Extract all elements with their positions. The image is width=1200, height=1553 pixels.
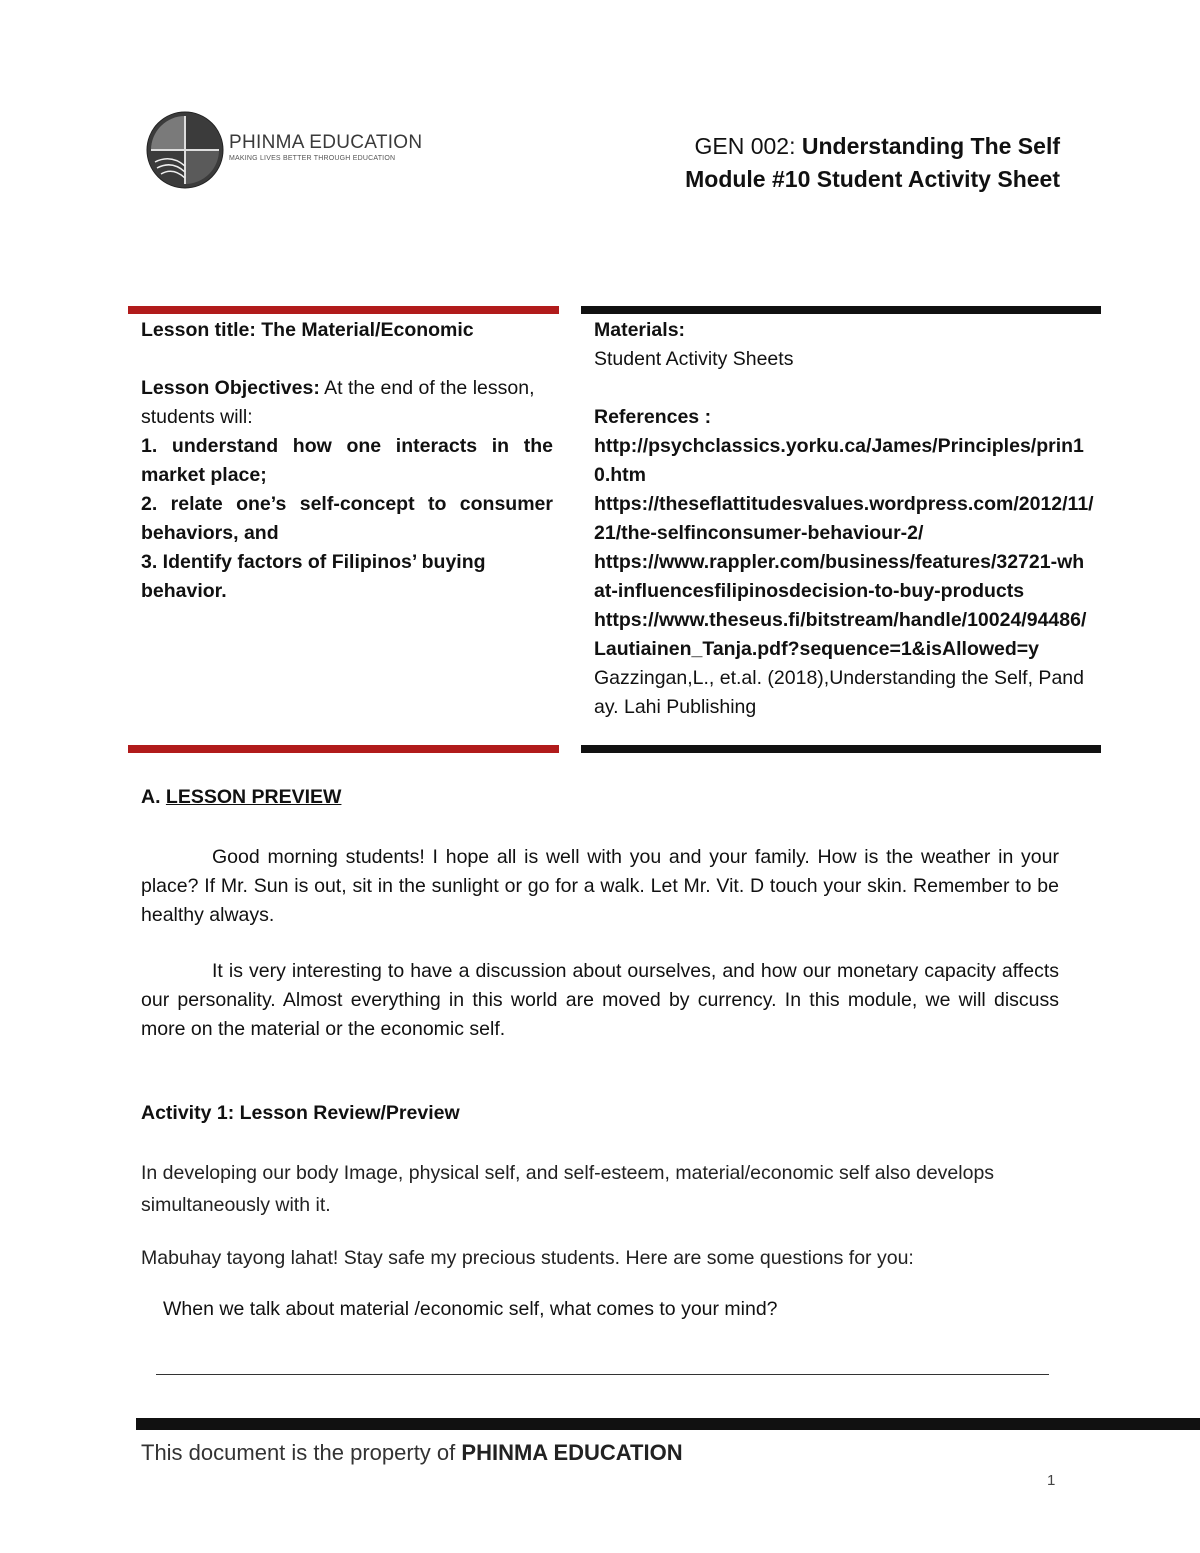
course-line — [685, 130, 1060, 163]
course-title: Understanding The Self — [801, 133, 1060, 159]
objectives-intro: At the end of the lesson, students will: — [141, 377, 535, 428]
objective-item: 2. relate one’s self-concept to consumer behaviors, and — [141, 493, 553, 544]
logo-name: PHINMA EDUCATION — [229, 132, 423, 153]
materials-value: Student Activity Sheets — [594, 348, 794, 370]
activity-question: When we talk about material /economic self, what comes to your mind? — [163, 1298, 778, 1320]
section-letter: A. — [141, 786, 161, 808]
section-heading — [141, 786, 341, 809]
footer-label: This document is the property of — [141, 1440, 456, 1465]
reference-book: Gazzingan,L., et.al. (2018),Understanding the Self, Panday. Lahi Publishing — [594, 667, 1084, 718]
footer-divider — [136, 1418, 1200, 1430]
activity-title: Activity 1: Lesson Review/Preview — [141, 1102, 460, 1124]
reference-link[interactable]: https://www.theseus.fi/bitstream/handle/10024/94486/Lautiainen_Tanja.pdf?sequence=1&isAllowed=y — [594, 609, 1087, 660]
logo-tagline: MAKING LIVES BETTER THROUGH EDUCATION — [229, 155, 396, 162]
materials-info — [594, 316, 1094, 722]
course-code: GEN 002: — [694, 133, 796, 159]
materials-label: Materials: — [594, 319, 686, 341]
right-top-divider — [581, 306, 1101, 314]
module-title: Module #10 Student Activity Sheet — [685, 166, 1060, 192]
left-top-divider — [128, 306, 559, 314]
lesson-title: Lesson title: The Material/Economic — [141, 319, 474, 341]
objective-item: 1. understand how one interacts in the market place; — [141, 435, 553, 486]
logo-emblem-icon — [145, 110, 225, 190]
phinma-logo — [145, 110, 423, 190]
activity-text: In developing our body Image, physical self, and self-esteem, material/economic self also develops simultaneously with it. — [141, 1162, 995, 1216]
footer-owner: PHINMA EDUCATION — [461, 1440, 683, 1465]
lesson-info — [141, 316, 553, 606]
answer-line[interactable] — [156, 1374, 1049, 1375]
objective-item: 3. Identify factors of Filipinos’ buying behavior. — [141, 551, 486, 602]
document-header — [685, 130, 1060, 196]
reference-link[interactable]: http://psychclassics.yorku.ca/James/Principles/prin10.htm — [594, 435, 1084, 486]
preview-paragraph: It is very interesting to have a discussion about ourselves, and how our monetary capacity affects our personality. Almost everything in this world are moved by currency. In this module, we will discuss more on the material or the economic self. — [141, 960, 1059, 1040]
reference-link[interactable]: https://theseflattitudesvalues.wordpress.com/2012/11/21/the-selfinconsumer-behaviour-2/ — [594, 493, 1094, 544]
lesson-objectives — [141, 374, 553, 432]
objectives-label: Lesson Objectives: — [141, 377, 320, 399]
left-bottom-divider — [128, 745, 559, 753]
reference-link[interactable]: https://www.rappler.com/business/features/32721-what-influencesfilipinosdecision-to-buy-products — [594, 551, 1085, 602]
right-bottom-divider — [581, 745, 1101, 753]
references-label: References : — [594, 406, 712, 428]
section-title: LESSON PREVIEW — [165, 786, 342, 808]
preview-paragraph: Good morning students! I hope all is well with you and your family. How is the weather in your place? If Mr. Sun is out, sit in the sunlight or go for a walk. Let Mr. Vit. D touch your skin. Remember to be healthy always. — [141, 846, 1059, 926]
activity-text: Mabuhay tayong lahat! Stay safe my precious students. Here are some questions for you: — [141, 1247, 914, 1269]
footer-text — [141, 1440, 683, 1466]
page-number: 1 — [1047, 1472, 1056, 1489]
